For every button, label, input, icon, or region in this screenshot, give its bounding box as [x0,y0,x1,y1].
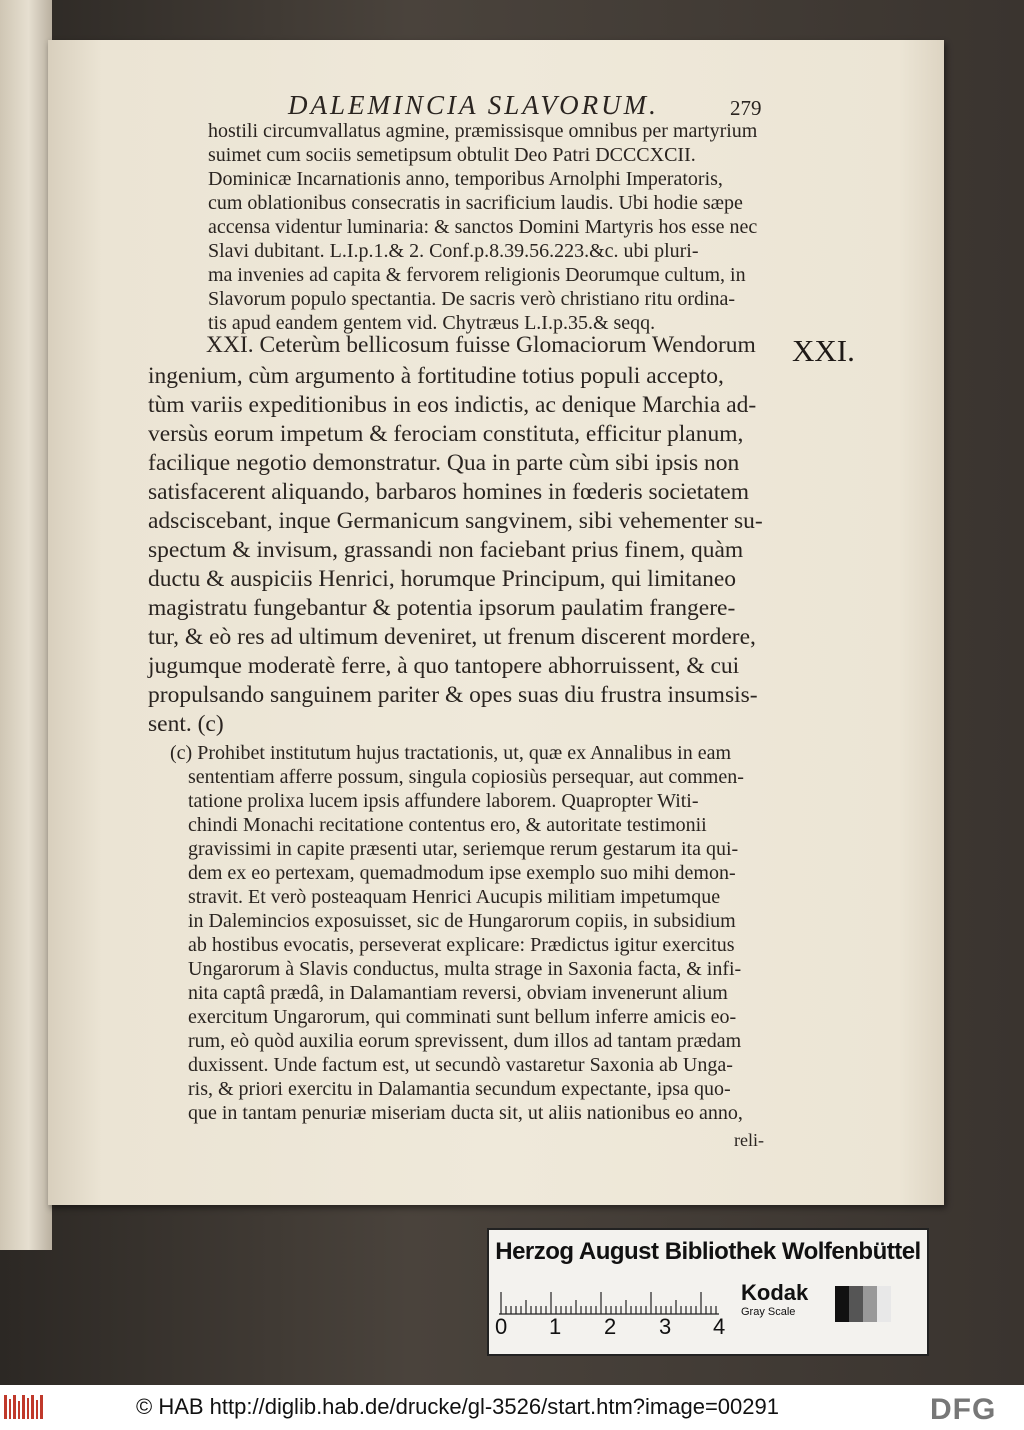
ruler-scale [499,1276,719,1316]
ruler-number: 1 [549,1314,562,1339]
ruler-number: 2 [604,1314,617,1339]
gray-scale-patches [835,1286,891,1322]
ruler-number: 3 [659,1314,672,1339]
footnote-line: Ungarorum à Slavis conductus, multa strage in Saxonia facta, & infi- [188,958,742,980]
footnote-line: nita captâ prædâ, in Dalamantiam reversi, obviam invenerunt alium [188,982,728,1004]
ruler-number: 0 [495,1314,508,1339]
footnote-line: duxissent. Unde factum est, ut secundò vastaretur Saxonia ab Unga- [188,1054,733,1076]
text-line: cum oblationibus consecratis in sacrificium laudis. Ubi hodie sæpe [208,192,743,214]
footnote-line: stravit. Et verò posteaquam Henrici Aucupis militiam impetumque [188,886,721,908]
text-line: spectum & invisum, grassandi non faciebant prius finem, quàm [148,537,744,563]
footnote-line: sententiam afferre possum, singula copiosiùs persequar, aut commen- [188,766,744,788]
gray-scale-caption: Gray Scale [741,1306,796,1318]
gray-patch [877,1286,891,1322]
section-heading-line: XXI. Ceterùm bellicosum fuisse Glomaciorum Wendorum [206,332,756,358]
footnote-line: in Dalemincios exposuisset, sic de Hungarorum copiis, in subsidium [188,910,736,932]
text-line: adsciscebant, inque Germanicum sangvinem, sibi vehementer su- [148,508,763,534]
footnote-line: que in tantam penuriæ miseriam ducta sit, ut aliis nationibus eo anno, [188,1102,743,1124]
copyright-url-text: © HAB http://diglib.hab.de/drucke/gl-3526/start.htm?image=00291 [136,1394,779,1419]
margin-section-number: XXI. [792,333,855,368]
footnote-line: tatione prolixa lucem ipsis affundere laborem. Quapropter Witi- [188,790,699,812]
gray-patch [849,1286,863,1322]
page-number: 279 [730,96,762,120]
text-line: ma invenies ad capita & fervorem religionis Deorumque cultum, in [208,264,746,286]
footnote-line: ab hostibus evocatis, perseverat explicare: Prædictus igitur exercitus [188,934,735,956]
ruler-number: 4 [713,1314,726,1339]
barcode-icon [4,1393,44,1421]
footnote-line: rum, eò quòd auxilia eorum sprevissent, dum illos ad tantam prædam [188,1030,742,1052]
footnote-line: (c) Prohibet institutum hujus tractationis, ut, quæ ex Annalibus in eam [170,742,732,764]
text-line: tur, & eò res ad ultimum deveniret, ut frenum discerent mordere, [148,624,756,650]
text-line: satisfacerent aliquando, barbaros homines in fœderis societatem [148,479,750,505]
text-line: facilique negotio demonstratur. Qua in parte cùm sibi ipsis non [148,450,740,476]
label-title: Herzog August Bibliothek Wolfenbüttel [495,1238,921,1265]
text-line: ingenium, cùm argumento à fortitudine totius populi accepto, [148,363,724,389]
catchword: reli- [734,1130,764,1150]
dfg-logo: DFG [930,1393,997,1426]
footnote-line: chindi Monachi recitatione contentus ero, & autoritate testimonii [188,814,707,836]
gray-patch [863,1286,877,1322]
text-line: versùs eorum impetum & ferociam constituta, efficitur planum, [148,421,744,447]
footer-bar [0,1385,1024,1430]
text-line: accensa videntur luminaria: & sanctos Domini Martyris hos esse nec [208,216,758,238]
footnote-line: dem ex eo pertexam, quemadmodum ipse exemplo suo mihi demon- [188,862,736,884]
book-page [48,40,944,1205]
running-header: DALEMINCIA SLAVORUM. [288,90,659,120]
binding-edge [0,0,52,1250]
text-line: jugumque moderatè ferre, à quo tantopere abhorruissent, & cui [148,653,740,679]
text-line: ductu & auspiciis Henrici, horumque Principum, qui limitaneo [148,566,737,592]
text-line: propulsando sanguinem pariter & opes suas diu frustra insumsis- [148,682,758,708]
footnote-line: gravissimi in capite præsenti utar, seriemque rerum gestarum ita qui- [188,838,739,860]
text-line: hostili circumvallatus agmine, præmissisque omnibus per martyrium [208,120,758,142]
text-line: Dominicæ Incarnationis anno, temporibus Arnolphi Imperatoris, [208,168,723,190]
footnote-line: ris, & priori exercitu in Dalamantia secundum expectante, ipsa quo- [188,1078,731,1100]
text-line: tis apud eandem gentem vid. Chytræus L.I.p.35.& seqq. [208,312,656,334]
gray-patch [835,1286,849,1322]
text-line: Slavi dubitant. L.I.p.1.& 2. Conf.p.8.39.56.223.&c. ubi pluri- [208,240,699,262]
library-label [487,1228,929,1356]
text-line: suimet cum sociis semetipsum obtulit Deo Patri DCCCXCII. [208,144,696,166]
kodak-brand: Kodak [741,1280,809,1305]
text-line: tùm variis expeditionibus in eos indictis, ac denique Marchia ad- [148,392,757,418]
text-line: sent. (c) [148,711,224,737]
text-line: Slavorum populo spectantia. De sacris verò christiano ritu ordina- [208,288,736,310]
footnote-line: exercitum Ungarorum, qui comminati sunt bellum inferre amicis eo- [188,1006,737,1028]
text-line: magistratu fungebantur & potentia ipsorum paulatim frangere- [148,595,736,621]
